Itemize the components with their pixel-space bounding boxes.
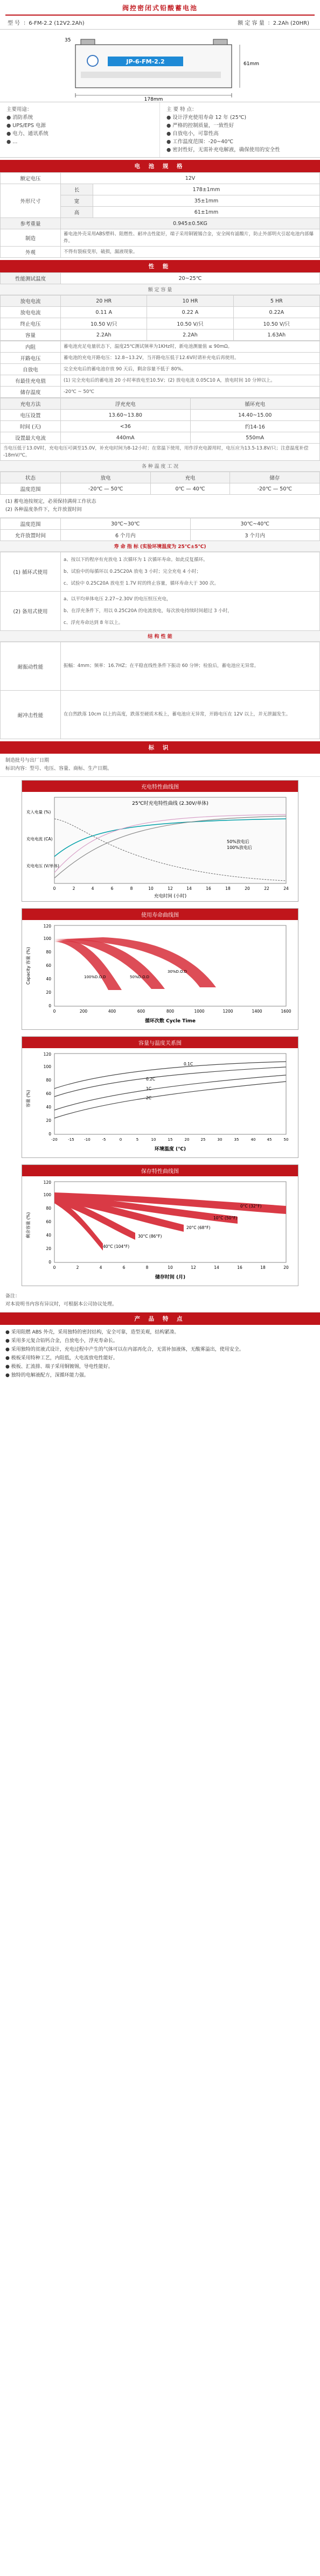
tick-label: 1200	[222, 1009, 233, 1014]
traits-column	[160, 102, 320, 157]
uses-column	[0, 102, 160, 157]
temp-cell: -20℃ — 50℃	[61, 483, 151, 495]
self-discharge-value: 完全充电后的蓄电池存放 90 天后，剩余容量不低于 80%。	[61, 364, 320, 375]
tick-label: 40	[251, 1138, 256, 1142]
tick-label: 0	[53, 1009, 56, 1014]
tick-label: 4	[99, 1265, 102, 1270]
table-row	[1, 341, 320, 353]
table-row	[1, 592, 320, 631]
life-table	[0, 552, 320, 631]
life-chart-title: 使用寿命曲线图	[22, 909, 298, 920]
tick-label: 400	[108, 1009, 116, 1014]
brand-label: JP-6-FM-2.2	[126, 58, 165, 65]
time-label: 允许放置时间	[1, 530, 61, 541]
series-label: 40°C (104°F)	[103, 1244, 130, 1249]
table-row	[1, 318, 320, 329]
capacity-value: 2.2Ah (20HR)	[273, 20, 309, 26]
table-row	[1, 421, 320, 432]
charge-cell: 550mA	[190, 432, 320, 444]
tick-label: 14	[214, 1265, 219, 1270]
attention-line: (2) 各种温度条件下，允许放置时间	[5, 507, 82, 513]
series-label: 1C	[146, 1086, 152, 1091]
tick-label: 12	[191, 1265, 196, 1270]
storage-temp-value: -20℃ ~ 50℃	[61, 387, 320, 398]
capacity-cell: 10.50 V/只	[147, 318, 233, 329]
tick-label: 0	[48, 1003, 51, 1008]
cycle-use-label: (1) 循环式使用	[1, 552, 61, 592]
tick-label: 100	[43, 1192, 51, 1197]
feature-item: ● 采用独特的贫液式设计，充电过程中产生的气体可以在内部再化合，无需补加液体，无酸雾溢出，使用安全。	[5, 1347, 244, 1352]
standby-line: a、以平均单体电压 2.27~2.30V 的电压恒压充电，	[64, 596, 171, 602]
table-row	[1, 173, 320, 184]
test-temp-label: 性能测试温度	[1, 273, 61, 284]
notes-line: 对本说明书内容有异议时，可根据本公司协议处理。	[5, 1302, 117, 1307]
tick-label: 800	[166, 1009, 175, 1014]
temp-cell: -20℃ — 50℃	[229, 483, 319, 495]
temp-cell: 温度范围	[1, 483, 61, 495]
capacity-header-cell: 放电电流	[1, 296, 61, 307]
self-discharge-label: 自放电	[1, 364, 61, 375]
rated-voltage-value: 12V	[61, 173, 320, 184]
tick-label: 24	[283, 886, 289, 891]
length-label: 长	[61, 184, 93, 195]
tick-label: 600	[137, 1009, 145, 1014]
vibration-value: 振幅：4mm；频率：16.7HZ；在平稳直线性条件下振动 60 分钟；检验后，蓄电池应无异常。	[61, 642, 320, 691]
tick-label: 2	[76, 1265, 79, 1270]
capacity-subhead: 额 定 容 量	[0, 284, 320, 295]
temp-y-label: 容量 (%)	[26, 1090, 31, 1107]
battery-svg	[0, 30, 320, 102]
length-value: 178±1mm	[93, 184, 320, 195]
weight-label: 参考重量	[1, 218, 61, 229]
top-dimension: 35	[65, 38, 71, 43]
life-x-label: 循环次数 Cycle Time	[145, 1019, 196, 1024]
range-label: 温度范围	[1, 518, 61, 530]
open-voltage-label: 开路电压	[1, 353, 61, 364]
perf-section-head: 性 能	[0, 260, 320, 272]
tick-label: 40	[46, 977, 51, 981]
tick-label: 12	[168, 886, 173, 891]
storage-temp-label: 储存温度	[1, 387, 61, 398]
capacity-table	[0, 295, 320, 341]
use-item: ● 电力、通讯系统	[6, 131, 48, 137]
tick-label: 14	[186, 886, 192, 891]
tick-label: 120	[43, 1180, 51, 1185]
standby-line: b、在浮充条件下，用以 0.25C20A 的电流放电，每次放电持续时间超过 3 小时，	[64, 608, 233, 614]
life-subhead: 寿 命 指 标 (实验环境温度为 25℃±5℃)	[0, 541, 320, 552]
tick-label: 10	[148, 886, 154, 891]
table-row	[1, 432, 320, 444]
time-a: 6 个月内	[61, 530, 191, 541]
model-row: 型 号 ：6-FM-2.2 (12V2.2Ah) 额 定 容 量 ：2.2Ah (20HR)	[0, 16, 320, 30]
tick-label: 100	[43, 936, 51, 941]
feature-item: ● 极板采用特种工艺，内阻低，大电流放电性能好。	[5, 1356, 118, 1361]
capacity-cell: 0.22 A	[147, 307, 233, 318]
tick-label: 25	[200, 1138, 206, 1142]
trait-item: ● 密封性好，无需补充电解液，确保使用的安全性	[166, 147, 280, 153]
y-label-voltage: 充电电压 (V/单体)	[26, 864, 59, 868]
model-value: 6-FM-2.2 (12V2.2Ah)	[29, 20, 85, 26]
charge-header-cell: 充电方法	[1, 398, 61, 410]
series-label: 2C	[146, 1096, 152, 1100]
tick-label: 100	[43, 1064, 51, 1069]
mark-section-head: 标 识	[0, 741, 320, 754]
tick-label: 22	[264, 886, 269, 891]
battery-drawing	[0, 30, 320, 102]
tick-label: 1000	[194, 1009, 205, 1014]
tick-label: -20	[51, 1138, 58, 1142]
table-row	[1, 184, 320, 195]
temp-x-label: 环境温度 (℃)	[154, 1147, 186, 1152]
capacity-cell: 2.2Ah	[61, 329, 147, 341]
charge-cell: 13.60~13.80	[61, 410, 191, 421]
legend-50: 50%放电后	[227, 839, 249, 844]
page-title: 阀控密闭式铅酸蓄电池	[122, 4, 198, 12]
tick-label: -10	[84, 1138, 91, 1142]
tick-label: -5	[102, 1138, 106, 1142]
table-row	[1, 229, 320, 247]
time-b: 3 个月内	[190, 530, 320, 541]
vibration-label: 耐振动性能	[1, 642, 61, 691]
charge-cell: 14.40~15.00	[190, 410, 320, 421]
appearance-label: 外观	[1, 247, 61, 258]
cycle-line: b、试验中的每循环以 0.25C20A 放电 3 小时；完全充电 4 小时；	[64, 569, 201, 574]
features-section-head: 产 品 特 点	[0, 1312, 320, 1325]
temp-x-ticks	[51, 1138, 288, 1142]
temp-y-ticks	[44, 1052, 52, 1136]
table-row	[1, 387, 320, 398]
traits-title: 主 要 特 点：	[166, 107, 197, 113]
spec-section-head: 电 池 规 格	[0, 160, 320, 172]
table-row	[1, 444, 320, 461]
capacity-cell: 0.22A	[233, 307, 319, 318]
trait-item: ● 自放电小，可靠性高	[166, 131, 219, 137]
capacity-cell: 0.11 A	[61, 307, 147, 318]
table-row	[1, 483, 320, 495]
tick-label: 20	[46, 990, 51, 995]
internal-resistance-label: 内阻	[1, 341, 61, 353]
capacity-label: 额 定 容 量	[238, 20, 265, 26]
tick-label: 6	[110, 886, 114, 891]
tick-label: 20	[184, 1138, 190, 1142]
best-charge-value: (1) 完全充电后的蓄电池 20 小时率放电至10.5V；(2) 放电电流 0.05C10 A，放电时间 10 分钟以上。	[61, 375, 320, 387]
cycle-use-value	[61, 552, 320, 592]
tick-label: 0	[53, 1265, 56, 1270]
feature-item: ● 采用阻燃 ABS 外壳，采用独特的密封结构，安全可靠，造型美观，结构紧凑。	[5, 1330, 179, 1335]
table-row	[1, 518, 320, 530]
tick-label: 0	[53, 886, 56, 891]
model-label: 型 号	[8, 20, 20, 26]
feature-item: ● 独特的电解液配方，深循环能力强。	[5, 1373, 89, 1378]
tick-label: 60	[46, 1091, 51, 1096]
tick-label: 2	[72, 886, 75, 891]
trait-item: ● 严格的控制质量，一致性好	[166, 123, 234, 129]
table-row	[1, 329, 320, 341]
charge-cell: <36	[61, 421, 191, 432]
table-row	[1, 691, 320, 739]
perf-other-table	[0, 341, 320, 398]
tick-label: 80	[46, 1206, 51, 1211]
tick-label: 80	[46, 950, 51, 954]
attention-block	[0, 495, 320, 518]
mark-block	[0, 754, 320, 777]
table-row	[1, 642, 320, 691]
temp-subhead: 各 种 温 度 工 况	[0, 461, 320, 472]
tick-label: 35	[234, 1138, 239, 1142]
uses-title: 主要用途：	[6, 107, 32, 113]
life-chart-wrap	[0, 905, 320, 1033]
table-row	[1, 307, 320, 318]
series-label-50: 50%D.O.D	[130, 975, 150, 979]
height-dimension: 61mm	[244, 61, 259, 67]
open-voltage-value: 蓄电池的充电开路电压：12.8~13.2V，当开路电压低于12.6V时请补充电后再使用。	[61, 353, 320, 364]
tick-label: 40	[46, 1233, 51, 1238]
width-label: 宽	[61, 195, 93, 207]
height-value: 61±1mm	[93, 207, 320, 218]
storage-time-table	[0, 518, 320, 541]
tick-label: 18	[225, 886, 231, 891]
tick-label: 20	[283, 1265, 289, 1270]
internal-resistance-value: 蓄电池充足电量状态下，温度25℃测试频率为1KHz时，新电池测量值 ≤ 90mΩ。	[61, 341, 320, 353]
table-row	[1, 218, 320, 229]
impact-value: 在自然跌落 10cm 以上的高度，跌落至硬质木板上，蓄电池应无异常，开路电压在 12V 以上，并无泄漏发生。	[61, 691, 320, 739]
legend-100: 100%放电后	[227, 845, 252, 850]
temp-chart-wrap	[0, 1033, 320, 1161]
trait-item: ● 设计浮充使用寿命 12 年 (25℃)	[166, 115, 247, 121]
charge-cell: 设置最大电流	[1, 432, 61, 444]
range-a: 30℃~30℃	[61, 518, 191, 530]
height-label: 高	[61, 207, 93, 218]
tick-label: 16	[237, 1265, 242, 1270]
tick-label: 10	[168, 1265, 173, 1270]
charge-chart-svg	[22, 792, 298, 900]
trait-item: ● 工作温度范围：-20~40℃	[166, 139, 234, 145]
charge-cell: 电压设置	[1, 410, 61, 421]
tick-label: 80	[46, 1078, 51, 1083]
series-label: 10°C (50°F)	[213, 1216, 238, 1220]
temp-chart-title: 容量与温度关系图	[22, 1037, 298, 1048]
charge-header-cell: 循环充电	[190, 398, 320, 410]
test-temp-value: 20~25℃	[61, 273, 320, 284]
capacity-header-cell: 5 HR	[233, 296, 319, 307]
series-label-100: 100%D.O.D	[84, 975, 106, 979]
tick-label: 20	[46, 1118, 51, 1123]
best-charge-label: 有最佳充电值	[1, 375, 61, 387]
charge-cell: 约14-16	[190, 421, 320, 432]
table-row	[1, 353, 320, 364]
attention-line: (1) 蓄电池按规定，必须保持满荷工作状态	[5, 499, 96, 504]
features-list	[0, 1325, 320, 1383]
y-label-capacity: 充入电量 (%)	[26, 810, 51, 815]
charge-chart-subtitle: 25℃时充电特性曲线 (2.30V/单体)	[132, 801, 208, 806]
capacity-cell: 2.2Ah	[147, 329, 233, 341]
life-chart-svg	[22, 920, 298, 1028]
tick-label: 20	[245, 886, 250, 891]
capacity-cell: 终止电压	[1, 318, 61, 329]
temp-header-cell: 放电	[61, 472, 151, 483]
standby-line: c、浮充寿命达到 8 年以上。	[64, 620, 123, 626]
tick-label: 10	[151, 1138, 156, 1142]
y-label-current: 充电电流 (CA)	[26, 837, 53, 841]
tick-label: 0	[48, 1260, 51, 1265]
mark-line: 制造批号与出厂日期	[5, 758, 50, 763]
tick-label: 8	[145, 1265, 149, 1270]
storage-chart-wrap	[0, 1161, 320, 1289]
notes-line: 备注：	[5, 1294, 20, 1299]
table-row	[1, 472, 320, 483]
tick-label: 120	[43, 1052, 51, 1057]
tick-label: 16	[206, 886, 211, 891]
tick-label: 40	[46, 1105, 51, 1110]
tick-label: 15	[168, 1138, 173, 1142]
tick-label: 120	[43, 924, 51, 929]
use-item: ● ...	[6, 139, 18, 145]
rated-voltage-label: 额定电压	[1, 173, 61, 184]
capacity-cell: 放电电流	[1, 307, 61, 318]
temp-header-cell: 状态	[1, 472, 61, 483]
series-label: 0°C (32°F)	[240, 1204, 262, 1209]
storage-chart-svg	[22, 1176, 298, 1284]
feature-item: ● 极板、汇流排、端子采用铜镀锡，导电性能好。	[5, 1364, 113, 1370]
notes-block	[0, 1289, 320, 1312]
capacity-header-cell: 20 HR	[61, 296, 147, 307]
storage-chart	[22, 1164, 298, 1286]
series-label: 20°C (68°F)	[186, 1225, 211, 1230]
storage-x-label: 储存时间 (月)	[155, 1275, 186, 1280]
life-y-label: Capacity 容量 (%)	[26, 947, 31, 985]
table-row	[1, 247, 320, 258]
series-label-30: 30%D.O.D	[168, 970, 187, 974]
capacity-cell: 10.50 V/只	[233, 318, 319, 329]
series-label: 30°C (86°F)	[138, 1234, 162, 1239]
life-y-ticks	[44, 924, 52, 1008]
features-intro	[0, 102, 320, 158]
temp-header-cell: 充电	[151, 472, 229, 483]
temp-cell: 0℃ — 40℃	[151, 483, 229, 495]
charge-cell: 440mA	[61, 432, 191, 444]
width-dimension: 178mm	[144, 97, 163, 102]
storage-chart-title: 保存特性曲线图	[22, 1165, 298, 1176]
charge-cell: 时间 (天)	[1, 421, 61, 432]
tick-label: 18	[260, 1265, 266, 1270]
tick-label: 1400	[252, 1009, 262, 1014]
charge-x-label: 充电时间 (小时)	[154, 894, 187, 899]
use-item: ● UPS/EPS 电源	[6, 123, 46, 129]
charge-chart-wrap	[0, 777, 320, 905]
appearance-value: 不得有裂痕变形，破损，漏液现象。	[61, 247, 320, 258]
mech-table	[0, 642, 320, 739]
title-bar	[0, 0, 320, 15]
tick-label: 5	[136, 1138, 139, 1142]
storage-y-label: 剩余容量 (%)	[26, 1212, 31, 1238]
perf-temp-table	[0, 272, 320, 284]
charge-note: 当电压低于13.0V时，充电电压可调至15.0V，补充电时间为8-12小时；在常温下使用，用作浮充电源用时，电压应为13.5-13.8V/只；注意温度补偿 -18mV/℃。	[1, 444, 320, 461]
table-row	[1, 398, 320, 410]
capacity-cell: 10.50 V/只	[61, 318, 147, 329]
table-row	[1, 410, 320, 421]
table-row	[1, 375, 320, 387]
table-row	[1, 552, 320, 592]
tick-label: 4	[91, 886, 94, 891]
mark-line: 标识内容：型号、电压、容量、商标、生产日期。	[5, 766, 113, 771]
series-label: 0.2C	[146, 1077, 156, 1082]
temp-chart-svg	[22, 1048, 298, 1156]
table-row	[1, 273, 320, 284]
storage-x-ticks	[53, 1265, 289, 1270]
feature-item: ● 采用多元复合铅钙合金，自放电小，浮充寿命长。	[5, 1338, 118, 1344]
width-value: 35±1mm	[93, 195, 320, 207]
storage-y-ticks	[44, 1180, 52, 1265]
tick-label: 0	[48, 1132, 51, 1136]
standby-use-label: (2) 备用式使用	[1, 592, 61, 631]
spec-table	[0, 172, 320, 258]
cycle-line: a、按以下的程序有充放电 1 次循环为 1 次循环寿命。如此反复循环。	[64, 557, 208, 563]
tick-label: 200	[79, 1009, 88, 1014]
tick-label: 45	[267, 1138, 272, 1142]
tick-label: 60	[46, 1219, 51, 1224]
range-b: 30℃~40℃	[190, 518, 320, 530]
standby-use-value	[61, 592, 320, 631]
capacity-cell: 1.63Ah	[233, 329, 319, 341]
capacity-cell: 容量	[1, 329, 61, 341]
temp-header-cell: 储存	[229, 472, 319, 483]
charge-x-ticks	[53, 886, 289, 891]
table-row	[1, 296, 320, 307]
impact-label: 耐冲击性能	[1, 691, 61, 739]
life-chart	[22, 908, 298, 1030]
weight-value: 0.945±0.5KG	[61, 218, 320, 229]
tick-label: 20	[46, 1246, 51, 1251]
life-x-ticks	[53, 1009, 291, 1014]
tick-label: 1600	[281, 1009, 291, 1014]
tick-label: -15	[68, 1138, 74, 1142]
tick-label: 8	[130, 886, 133, 891]
build-label: 制造	[1, 229, 61, 247]
series-label: 0.1C	[184, 1062, 193, 1066]
table-row	[1, 530, 320, 541]
temp-table	[0, 472, 320, 495]
cycle-line: c、试验中 0.25C20A 放电至 1.7V 时的终止容量，循环寿命大于 300 次。	[64, 581, 219, 586]
temp-chart	[22, 1036, 298, 1158]
charge-chart-title: 充电特性曲线图	[22, 781, 298, 792]
table-row	[1, 364, 320, 375]
mech-subhead: 结 构 性 能	[0, 631, 320, 642]
charge-table	[0, 398, 320, 461]
build-value: 蓄电池外壳采用ABS塑料、阻燃性、耐冲击性能好，端子采用铜镀锡合金，安全阀有滤酸片，防止外部明火引起电池内部爆炸。	[61, 229, 320, 247]
tick-label: 60	[46, 963, 51, 968]
tick-label: 50	[283, 1138, 289, 1142]
charge-chart	[22, 780, 298, 902]
tick-label: 6	[122, 1265, 126, 1270]
tick-label: 0	[119, 1138, 122, 1142]
use-item: ● 消防系统	[6, 115, 33, 121]
charge-header-cell: 浮充充电	[61, 398, 191, 410]
dimensions-label: 外形尺寸	[1, 184, 61, 218]
tick-label: 30	[217, 1138, 222, 1142]
capacity-header-cell: 10 HR	[147, 296, 233, 307]
